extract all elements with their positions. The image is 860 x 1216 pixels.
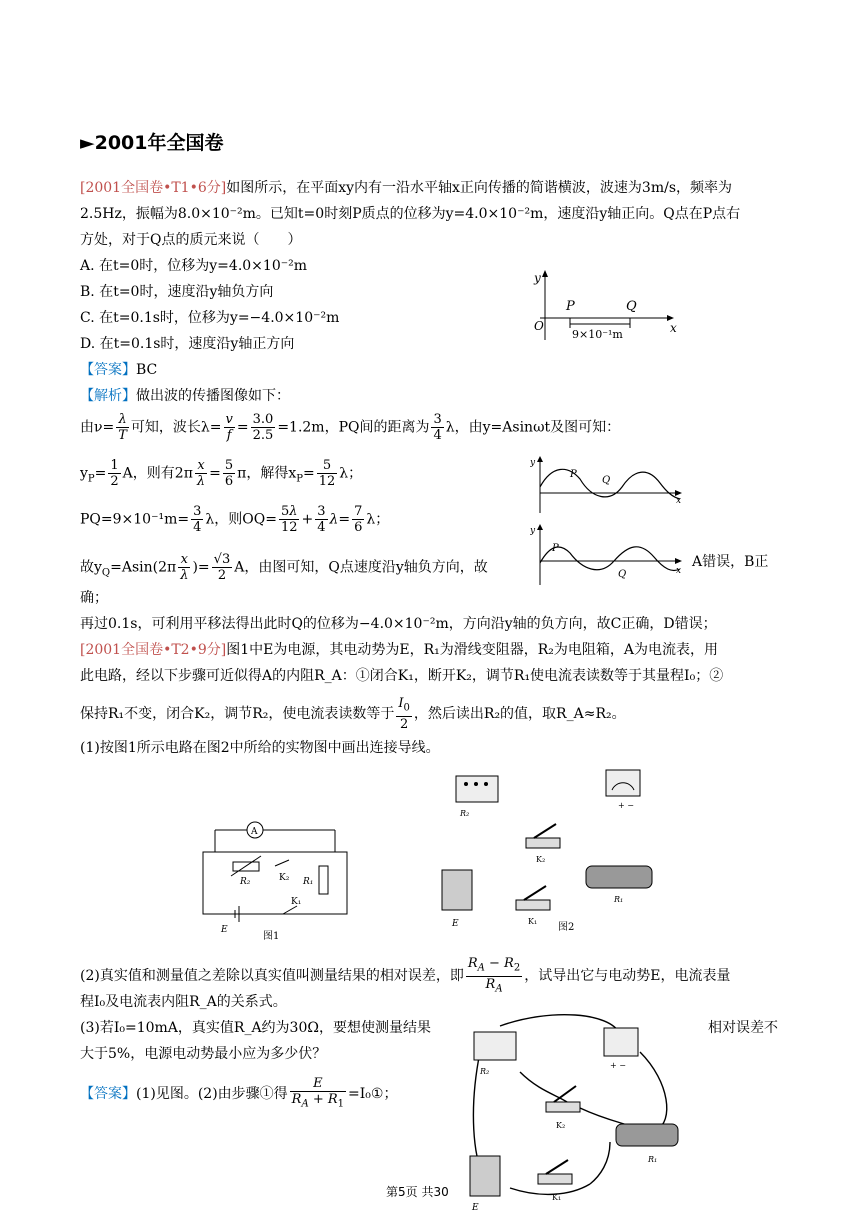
svg-text:R₂: R₂ <box>480 1067 490 1076</box>
svg-text:Q: Q <box>602 475 611 486</box>
fig-p-label: P <box>566 299 575 314</box>
svg-text:K₂: K₂ <box>536 855 546 864</box>
q1-axes-figure <box>530 268 690 350</box>
fig2-caption: 图2 <box>558 922 575 932</box>
wave-graph-2 <box>530 523 690 587</box>
q1-solution-line1: 由ν= $\frac{\lambda}{T}$ 可知，波长λ= $\frac{v}{f}$ = $\frac{3.0}{2.5}$ =1.2m，PQ间的距离为 $\frac{3}{4}$ λ，由y=Asinωt及图可知： <box>80 412 621 443</box>
svg-text:K₁: K₁ <box>552 1193 562 1202</box>
fig-q-label: Q <box>626 299 637 314</box>
q2-stem-line3: 保持R₁不变，闭合K₂，调节R₂，使电流表读数等于 $\frac{I_0}{2}$ ，然后读出R₂的值，取R_A≈R₂。 <box>80 696 626 732</box>
svg-text:x: x <box>676 496 682 506</box>
q1-solution-line5: 确； <box>80 590 108 606</box>
q1-analysis: 【解析】做出波的传播图像如下： <box>80 388 290 404</box>
svg-text:R₁: R₁ <box>648 1155 658 1164</box>
fig-o-label: O <box>534 319 544 333</box>
q2-stem-line2: 此电路，经以下步骤可近似得A的内阻R_A：①闭合K₁，断开K₂，调节R₁使电流表读数等于其量程I₀；② <box>80 668 724 684</box>
svg-text:K₂: K₂ <box>556 1121 566 1130</box>
q2-stem-line1: [2001全国卷•T2•9分]图1中E为电源，其电动势为E，R₁为滑线变阻器，R₂为电阻箱，A为电流表，用 <box>80 642 718 658</box>
svg-text:E: E <box>221 925 228 935</box>
q1-solution-line4-end: A错误，B正 <box>692 554 769 570</box>
q1-stem-line2: 2.5Hz，振幅为8.0×10⁻²m。已知t=0时刻P质点的位移为y=4.0×10⁻²m，速度沿y轴正向。Q点在P点右 <box>80 206 741 222</box>
q2-part2-line2: 程I₀及电流表内阻R_A的关系式。 <box>80 994 287 1010</box>
svg-text:x: x <box>676 566 682 576</box>
apparatus-figure-2 <box>438 762 668 932</box>
svg-text:A: A <box>251 827 258 837</box>
q1-solution-line4: 故$y_Q=Asin(2\pi$ $\frac{x}{\lambda}$ )= $\frac{√3}{2}$ A，由图可知，Q点速度沿y轴负方向，故 <box>80 552 488 583</box>
q2-part2-line1: (2)真实值和测量值之差除以真实值叫测量结果的相对误差，即 $\frac{R_A - R_2}{R_A}$ ，试导出它与电动势E，电流表量 <box>80 956 731 995</box>
circuit-figure-1 <box>195 812 355 940</box>
fig1-caption: 图1 <box>263 931 280 940</box>
svg-text:K₁: K₁ <box>291 897 302 907</box>
svg-text:R₂: R₂ <box>240 877 251 887</box>
q1-solution-line3: PQ=9×10⁻¹m= $\frac{3}{4}$ λ，则OQ= $\frac{5\lambda}{12}$ + $\frac{3}{4}$ λ= $\frac{7}{6}$ λ； <box>80 504 390 535</box>
q1-option-c: C. 在t=0.1s时，位移为y=−4.0×10⁻²m <box>80 310 340 326</box>
q2-part1: (1)按图1所示电路在图2中所给的实物图中画出连接导线。 <box>80 740 440 756</box>
q1-solution-line2: $y_P=$ $\frac{1}{2}$ A，则有2π $\frac{x}{\lambda}$ = $\frac{5}{6}$ π，解得$x_P=$ $\frac{5}{12}$ λ； <box>80 458 363 489</box>
q1-stem-line3: 方处，对于Q点的质元来说（ ） <box>80 232 302 248</box>
q1-tag: [2001全国卷•T1•6分] <box>80 180 227 196</box>
fig-distance-label: 9×10⁻¹m <box>572 328 623 341</box>
q2-part3-line2: 大于5%，电源电动势最小应为多少伏？ <box>80 1046 327 1062</box>
q1-option-a: A. 在t=0时，位移为y=4.0×10⁻²m <box>80 258 308 274</box>
q1-stem-line1: [2001全国卷•T1•6分]如图所示，在平面xy内有一沿水平轴x正向传播的简谐横波，波速为3m/s，频率为 <box>80 180 733 196</box>
q2-answer: 【答案】(1)见图。(2)由步骤①得 $\frac{E}{R_A + R_1}$ =I₀①； <box>80 1076 398 1110</box>
svg-text:R₂: R₂ <box>460 809 470 818</box>
wired-apparatus-figure <box>460 1012 682 1216</box>
q2-tag: [2001全国卷•T2•9分] <box>80 642 227 658</box>
fig-y-label: y <box>534 271 541 285</box>
q1-option-b: B. 在t=0时，速度沿y轴负方向 <box>80 284 274 300</box>
svg-text:K₂: K₂ <box>279 873 290 883</box>
svg-text:Q: Q <box>618 569 627 580</box>
q2-part3-line1: (3)若I₀=10mA，真实值R_A约为30Ω，要想使测量结果 <box>80 1020 431 1036</box>
section-heading: ►2001年全国卷 <box>80 132 224 154</box>
q2-part3-line1-end: 相对误差不 <box>708 1020 778 1036</box>
svg-text:+ −: + − <box>610 1061 626 1070</box>
svg-text:y: y <box>530 526 536 536</box>
svg-text:P: P <box>570 469 577 480</box>
svg-text:y: y <box>530 458 536 468</box>
svg-text:K₁: K₁ <box>528 917 538 926</box>
wave-graph-1 <box>530 455 690 515</box>
svg-text:E: E <box>452 919 459 929</box>
svg-text:+ −: + − <box>618 801 634 810</box>
page-footer: 第5页 共30 <box>386 1185 449 1199</box>
q1-option-d: D. 在t=0.1s时，速度沿y轴正方向 <box>80 336 295 352</box>
q1-answer: 【答案】BC <box>80 362 158 378</box>
svg-text:P: P <box>552 543 559 554</box>
q1-solution-line6: 再过0.1s，可利用平移法得出此时Q的位移为−4.0×10⁻²m，方向沿y轴的负方向，故C正确，D错误； <box>80 616 717 632</box>
svg-text:R₁: R₁ <box>614 895 624 904</box>
svg-text:E: E <box>472 1203 479 1213</box>
svg-text:R₁: R₁ <box>303 877 314 887</box>
fig-x-label: x <box>670 321 677 335</box>
